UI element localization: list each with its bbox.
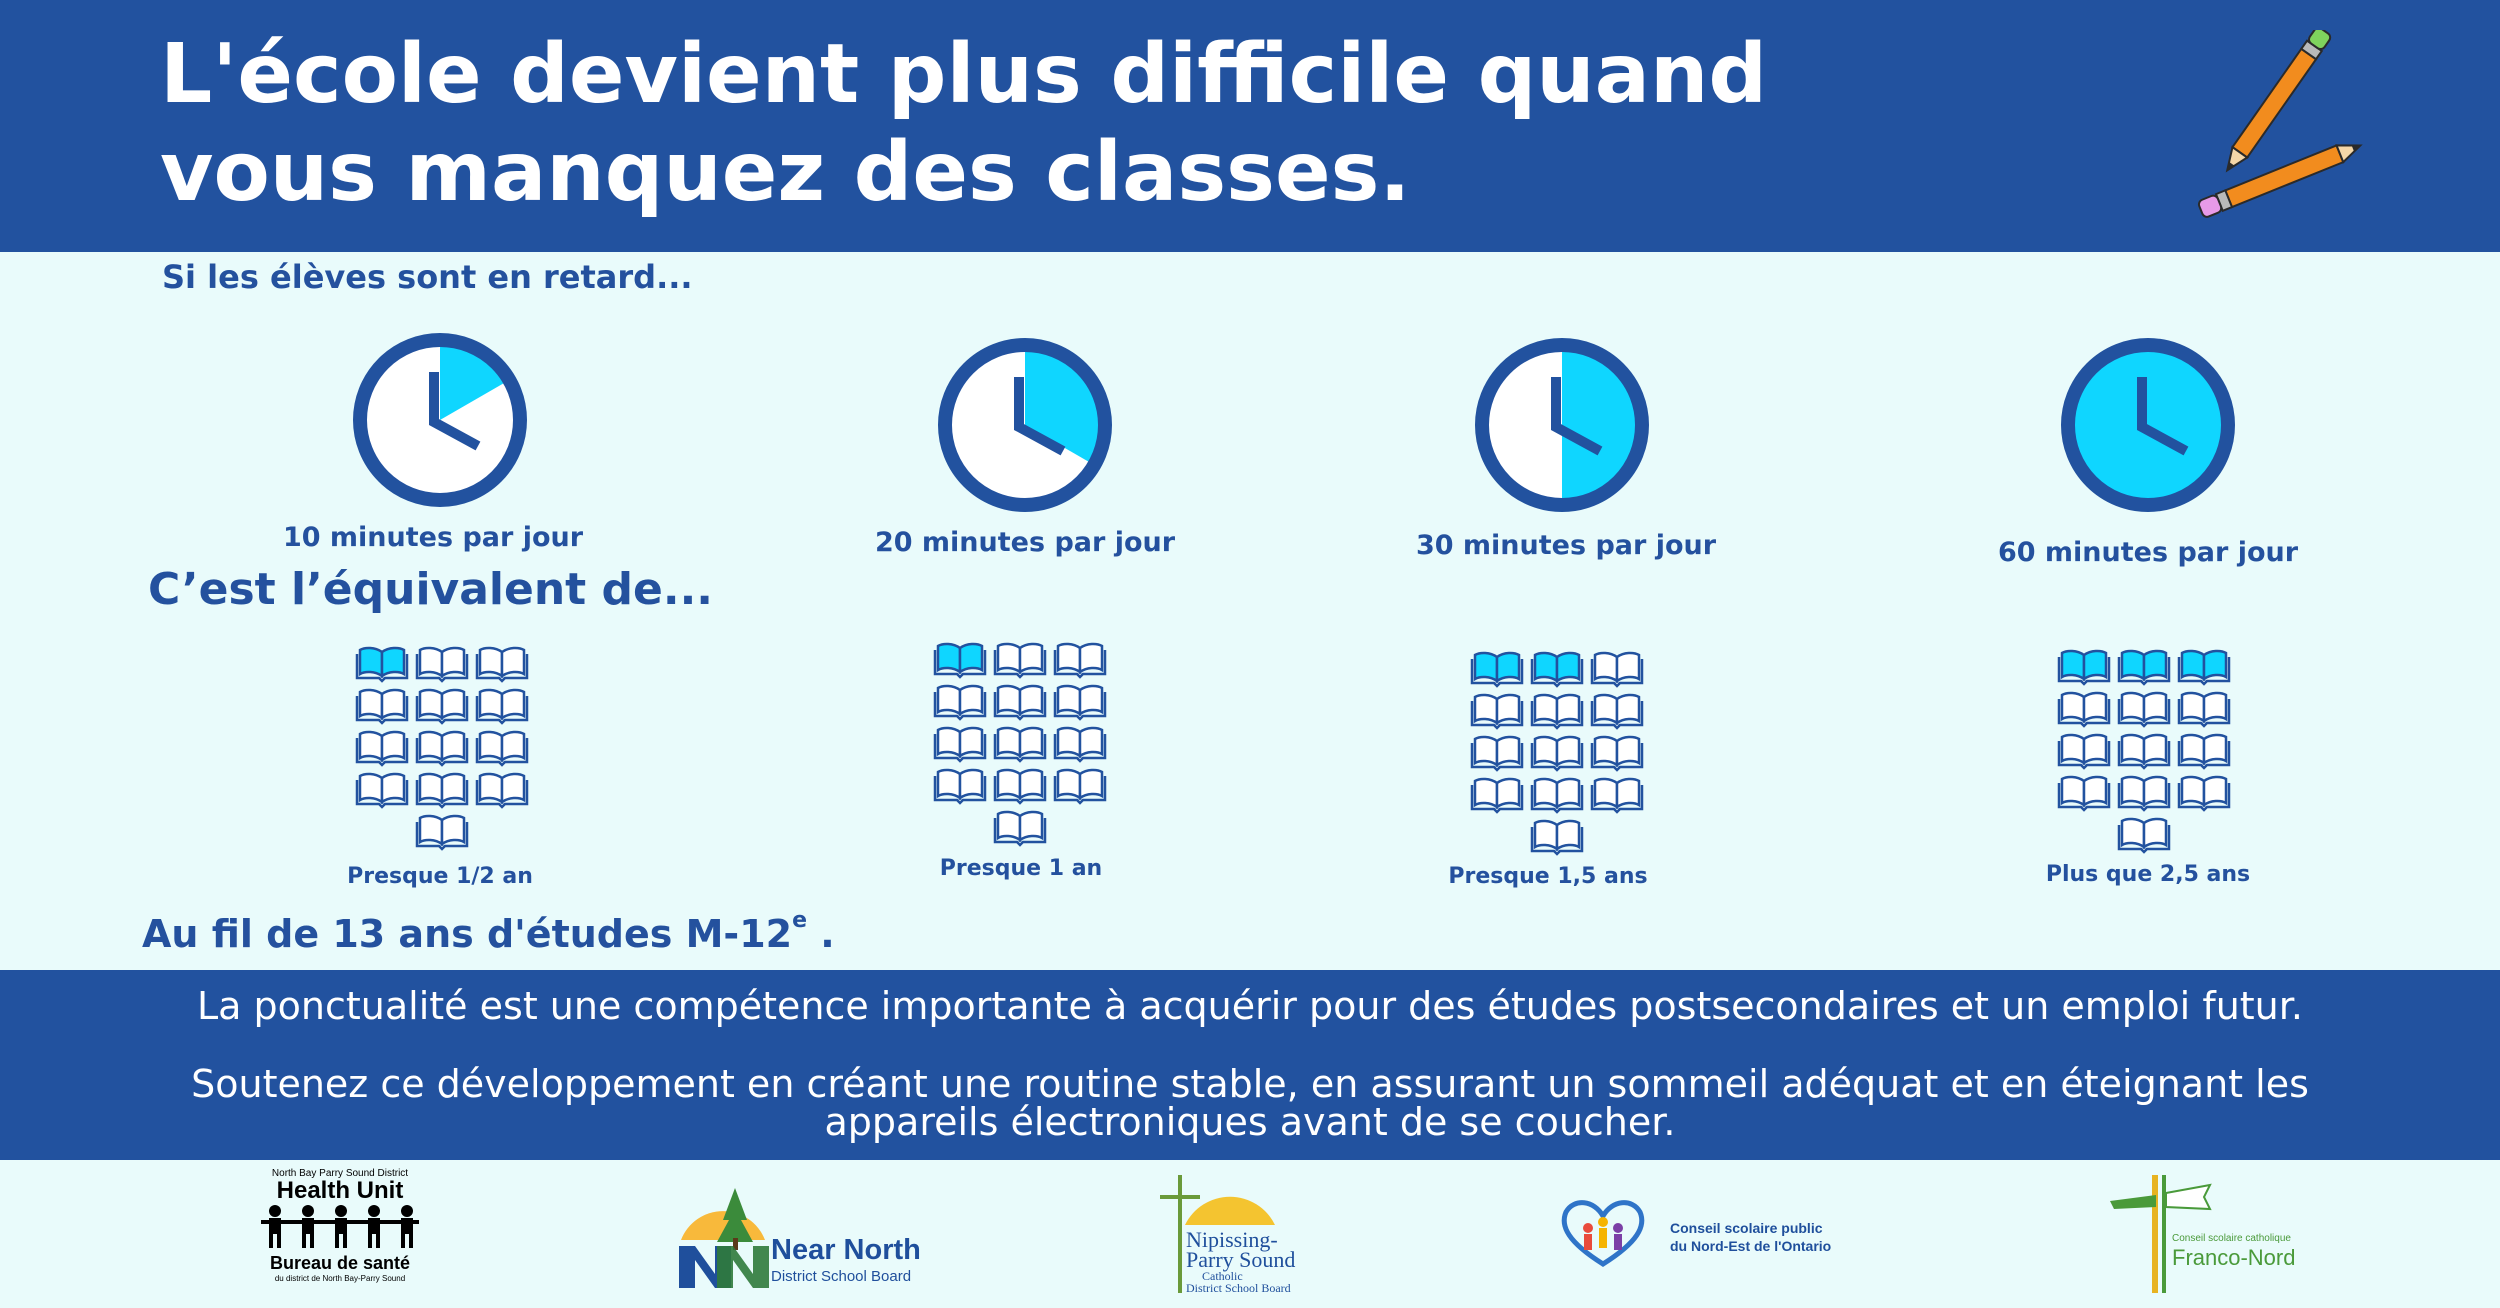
book-icon-highlighted xyxy=(935,644,985,677)
book-icon xyxy=(995,686,1045,719)
book-grid-one-year xyxy=(930,636,1120,856)
school-span-end: . xyxy=(807,912,835,956)
book-icon xyxy=(417,774,467,807)
book-icon xyxy=(2119,735,2169,768)
book-icon-highlighted xyxy=(2059,651,2109,684)
book-icon-highlighted xyxy=(2119,651,2169,684)
book-icon xyxy=(2179,777,2229,810)
clock-label-20: 20 minutes par jour xyxy=(874,527,1176,558)
book-icon xyxy=(417,732,467,765)
book-icon xyxy=(357,690,407,723)
book-icon xyxy=(477,732,527,765)
heart-people-icon xyxy=(1558,1198,1648,1268)
book-icon xyxy=(477,774,527,807)
school-span-text xyxy=(142,908,835,956)
book-icon xyxy=(417,690,467,723)
book-icon xyxy=(417,648,467,681)
clock-10-min-icon xyxy=(345,325,535,515)
nipissing-logo: Nipissing- Parry Sound Catholic District School Board xyxy=(1150,1175,1330,1295)
near-north-sub: District School Board xyxy=(771,1268,912,1285)
clock-label-30: 30 minutes par jour xyxy=(1415,530,1717,561)
clock-60-min-icon xyxy=(2053,330,2243,520)
book-icon xyxy=(995,728,1045,761)
equivalent-heading: C’est l’équivalent de... xyxy=(148,564,713,615)
band-line-3: appareils électroniques avant de se coucher. xyxy=(824,1100,1676,1144)
band-line-2: Soutenez ce développement en créant une routine stable, en assurant un sommeil adéquat et en éteignant les xyxy=(191,1062,2309,1106)
book-icon xyxy=(1472,695,1522,728)
book-icon xyxy=(2179,693,2229,726)
book-icon-highlighted xyxy=(2179,651,2229,684)
book-icon xyxy=(417,816,467,849)
book-icon xyxy=(1532,821,1582,854)
book-icon xyxy=(1532,779,1582,812)
book-icon xyxy=(1472,737,1522,770)
title-line-1: L'école devient plus difficile quand xyxy=(160,27,1768,122)
intro-text: Si les élèves sont en retard... xyxy=(162,258,693,296)
book-icon xyxy=(1532,737,1582,770)
book-icon xyxy=(2119,693,2169,726)
book-icon xyxy=(1055,644,1105,677)
school-span-main: Au fil de 13 ans d'études M-12 xyxy=(142,912,793,956)
near-north-logo xyxy=(673,1180,933,1290)
book-grid-one-half-years xyxy=(1467,645,1657,865)
book-icon xyxy=(477,648,527,681)
clock-30-min-icon xyxy=(1467,330,1657,520)
book-icon xyxy=(995,812,1045,845)
book-icon xyxy=(1055,728,1105,761)
book-icon xyxy=(2059,777,2109,810)
health-unit-logo: North Bay Parry Sound District Health Unit Bureau de santé du district de North Bay-Parry Sound xyxy=(255,1168,425,1283)
book-icon xyxy=(1592,779,1642,812)
book-icon xyxy=(2059,693,2109,726)
clock-label-60: 60 minutes par jour xyxy=(1997,537,2299,568)
people-icon xyxy=(255,1203,425,1249)
pencils-icon xyxy=(2180,30,2380,230)
book-icon xyxy=(1592,737,1642,770)
book-icon xyxy=(1592,695,1642,728)
book-label-one-year: Presque 1 an xyxy=(939,856,1103,881)
book-icon-highlighted xyxy=(357,648,407,681)
book-label-two-half-years: Plus que 2,5 ans xyxy=(2045,862,2251,887)
clock-20-min-icon xyxy=(930,330,1120,520)
near-north-emblem-icon xyxy=(673,1180,773,1290)
header-banner xyxy=(0,0,2500,252)
book-icon xyxy=(2059,735,2109,768)
franco-nord-logo: Conseil scolaire catholique Franco-Nord xyxy=(2100,1175,2300,1295)
book-icon xyxy=(935,686,985,719)
book-icon xyxy=(935,728,985,761)
book-icon xyxy=(2119,777,2169,810)
book-icon xyxy=(995,644,1045,677)
book-icon xyxy=(477,690,527,723)
near-north-name: Near North xyxy=(771,1234,921,1266)
book-icon xyxy=(2179,735,2229,768)
book-icon xyxy=(1055,770,1105,803)
book-icon xyxy=(995,770,1045,803)
title-line-2: vous manquez des classes. xyxy=(160,125,1411,220)
school-span-sup: e xyxy=(792,908,808,934)
book-icon xyxy=(357,774,407,807)
book-label-half-year: Presque 1/2 an xyxy=(347,864,533,889)
book-icon xyxy=(1472,779,1522,812)
clock-fill xyxy=(1562,345,1642,505)
book-grid-two-half-years xyxy=(2054,643,2244,863)
book-icon xyxy=(1592,653,1642,686)
page-title xyxy=(160,26,1767,222)
book-icon xyxy=(1532,695,1582,728)
book-icon xyxy=(2119,819,2169,852)
book-icon xyxy=(1055,686,1105,719)
book-icon xyxy=(935,770,985,803)
book-icon-highlighted xyxy=(1472,653,1522,686)
band-line-1: La ponctualité est une compétence importante à acquérir pour des études postsecondaires et un emploi futur. xyxy=(197,984,2303,1028)
book-grid-half-year xyxy=(352,640,542,860)
message-band xyxy=(0,970,2500,1160)
book-label-one-half-years: Presque 1,5 ans xyxy=(1448,864,1648,889)
clock-label-10: 10 minutes par jour xyxy=(282,522,584,553)
conseil-public-logo: Conseil scolaire public du Nord-Est de l'Ontario xyxy=(1558,1198,1878,1268)
book-icon-highlighted xyxy=(1532,653,1582,686)
book-icon xyxy=(357,732,407,765)
